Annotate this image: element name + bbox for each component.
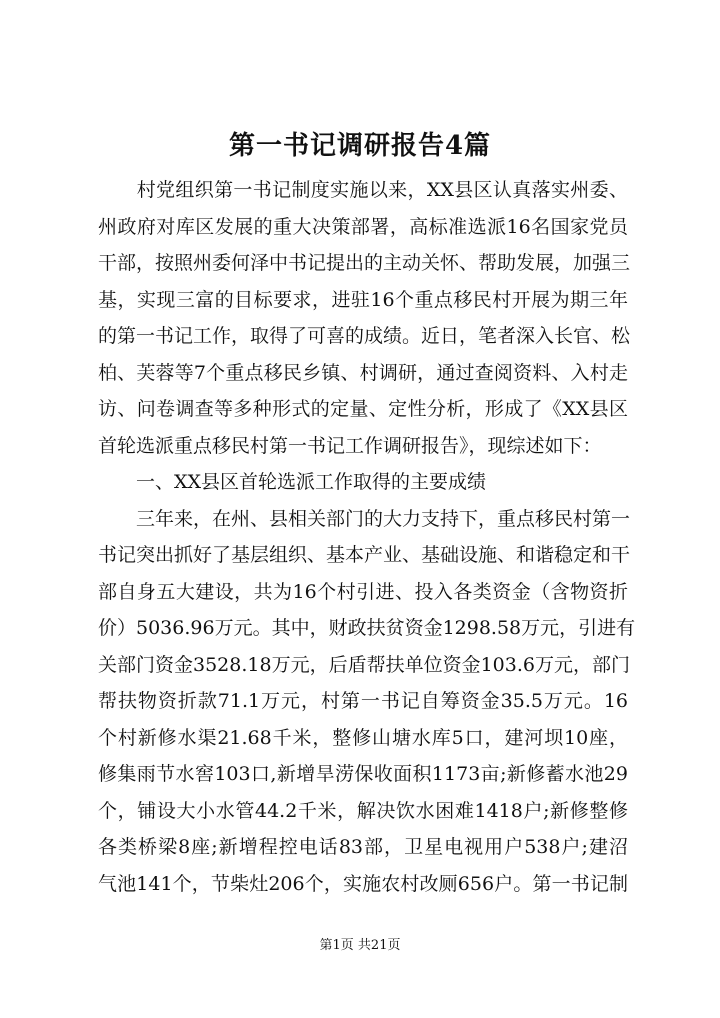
body-line: 各类桥梁8座;新增程控电话83部，卫星电视用户538户;建沼 [98, 836, 628, 858]
document-title: 第一书记调研报告4篇 [228, 131, 492, 161]
body-line: 访、问卷调查等多种形式的定量、定性分析，形成了《XX县区 [98, 398, 628, 420]
section-heading: 一、XX县区首轮选派工作取得的主要成绩 [98, 471, 487, 493]
body-line: 的第一书记工作，取得了可喜的成绩。近日，笔者深入长官、松 [98, 325, 631, 347]
body-line: 关部门资金3528.18万元，后盾帮扶单位资金103.6万元，部门 [98, 653, 630, 676]
document-body [98, 172, 636, 902]
body-line: 帮扶物资折款71.1万元，村第一书记自筹资金35.5万元。16 [98, 690, 628, 712]
body-line: 书记突出抓好了基层组织、基本产业、基础设施、和谐稳定和干 [98, 544, 631, 566]
body-line: 三年来，在州、县相关部门的大力支持下，重点移民村第一 [98, 507, 631, 530]
body-line: 个，铺设大小水管44.2千米，解决饮水困难1418户;新修整修 [98, 799, 628, 822]
body-line: 柏、芙蓉等7个重点移民乡镇、村调研，通过查阅资料、入村走 [98, 361, 628, 384]
body-line: 州政府对库区发展的重大决策部署，高标准选派16名国家党员 [98, 215, 628, 238]
page-number-footer: 第1页 共21页 [319, 938, 401, 953]
body-line: 首轮选派重点移民村第一书记工作调研报告》，现综述如下： [98, 434, 602, 457]
body-line: 基，实现三富的目标要求，进驻16个重点移民村开展为期三年 [98, 288, 628, 311]
body-line: 村党组织第一书记制度实施以来，XX县区认真落实州委、 [98, 179, 628, 201]
body-line: 部自身五大建设，共为16个村引进、投入各类资金（含物资折 [98, 580, 628, 603]
body-line: 气池141个，节柴灶206个，实施农村改厕656户。第一书记制 [98, 872, 628, 895]
body-line: 价）5036.96万元。其中，财政扶贫资金1298.58万元，引进有 [98, 617, 636, 639]
body-line: 修集雨节水窖103口,新增旱涝保收面积1173亩;新修蓄水池29 [98, 763, 628, 785]
body-line: 个村新修水渠21.68千米，整修山塘水库5口，建河坝10座， [98, 726, 628, 749]
body-line: 干部，按照州委何泽中书记提出的主动关怀、帮助发展，加强三 [98, 252, 631, 274]
